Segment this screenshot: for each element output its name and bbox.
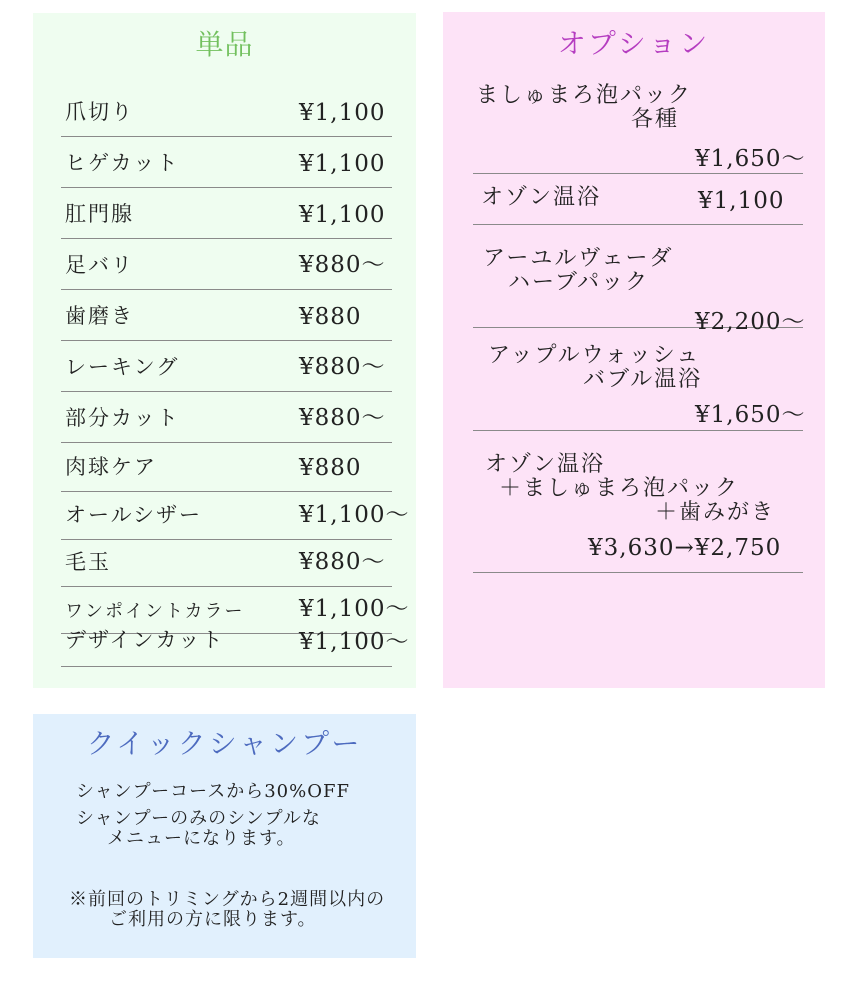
- menu-item-price: ¥880～: [299, 549, 386, 575]
- quick-shampoo-note: ご利用の方に限ります。: [109, 909, 317, 930]
- option-item-price: ¥1,650～: [695, 402, 806, 428]
- menu-item-price: ¥1,100: [299, 100, 386, 126]
- menu-item-name: オールシザー: [65, 503, 203, 527]
- option-item-name-line: ＋歯みがき: [655, 500, 776, 525]
- option-item: [473, 174, 803, 225]
- option-item: [473, 328, 806, 431]
- menu-item-price: ¥880～: [299, 354, 386, 380]
- menu-item-name: 毛玉: [65, 550, 111, 574]
- option-item-name-line: ハーブパック: [508, 270, 650, 295]
- quick-shampoo-note: ※前回のトリミングから2週間以内の: [69, 889, 386, 910]
- menu-row: [61, 239, 392, 290]
- menu-item-name: 肉球ケア: [65, 455, 157, 479]
- menu-item-name: 肛門腺: [65, 202, 134, 226]
- menu-row: [61, 86, 392, 137]
- menu-item-price: ¥880～: [299, 252, 386, 278]
- option-item: [473, 82, 806, 174]
- menu-row: [61, 137, 392, 188]
- menu-item-price: ¥1,100～: [299, 629, 410, 655]
- option-item-name-line: アーユルヴェーダ: [483, 246, 674, 271]
- menu-item-name: 部分カット: [65, 406, 180, 430]
- option-item-name-line: 各種: [631, 107, 680, 132]
- menu-item-price: ¥1,100: [299, 151, 386, 177]
- single-menu-panel: [33, 13, 416, 688]
- menu-row: [61, 492, 410, 540]
- menu-row: [61, 628, 410, 667]
- menu-item-name: ワンポイントカラー: [65, 601, 245, 622]
- option-item-name-line: アップルウォッシュ: [488, 343, 701, 368]
- menu-item-name: デザインカット: [65, 628, 225, 652]
- menu-item-name: 足バリ: [65, 253, 134, 277]
- option-menu-panel: [443, 12, 825, 688]
- menu-row: [61, 341, 392, 392]
- menu-item-price: ¥1,100: [299, 202, 386, 228]
- option-menu-title: オプション: [557, 27, 711, 60]
- quick-shampoo-discount: シャンプーコースから30%OFF: [76, 781, 350, 802]
- menu-row: [61, 290, 392, 341]
- quick-shampoo-title: クイックシャンプー: [86, 727, 363, 760]
- option-item-name-line: オゾン温浴: [485, 452, 606, 477]
- menu-item-name: ヒゲカット: [65, 151, 180, 175]
- menu-row: [61, 188, 392, 239]
- menu-item-name: レーキング: [65, 355, 180, 379]
- menu-item-price: ¥880: [299, 455, 362, 481]
- menu-item-price: ¥1,100～: [299, 596, 410, 622]
- single-menu-title: 単品: [195, 28, 254, 61]
- option-item-name-line: オゾン温浴: [481, 185, 602, 210]
- quick-shampoo-description: シャンプーのみのシンプルな: [76, 808, 321, 829]
- menu-item-name: 爪切り: [65, 100, 134, 124]
- option-item-price: ¥1,650～: [695, 146, 806, 172]
- menu-item-price: ¥880: [299, 304, 362, 330]
- menu-row: [61, 443, 392, 492]
- quick-shampoo-description: メニューになります。: [107, 828, 296, 849]
- quick-shampoo-panel: [33, 714, 416, 958]
- option-item: [473, 225, 806, 335]
- option-item-name-line: バブル温浴: [583, 367, 703, 392]
- menu-row: [61, 540, 392, 587]
- menu-item-price: ¥1,100～: [299, 502, 410, 528]
- menu-item-price: ¥880～: [299, 405, 386, 431]
- option-item-name-line: ＋ましゅまろ泡パック: [499, 476, 740, 501]
- menu-item-name: 歯磨き: [65, 304, 134, 328]
- option-item: [473, 431, 803, 573]
- option-item-name-line: ましゅまろ泡パック: [476, 83, 693, 108]
- option-item-price: ¥2,200～: [695, 309, 806, 335]
- option-item-price: ¥1,100: [698, 188, 785, 214]
- option-item-price: ¥3,630→¥2,750: [588, 535, 782, 561]
- menu-row: [61, 392, 392, 443]
